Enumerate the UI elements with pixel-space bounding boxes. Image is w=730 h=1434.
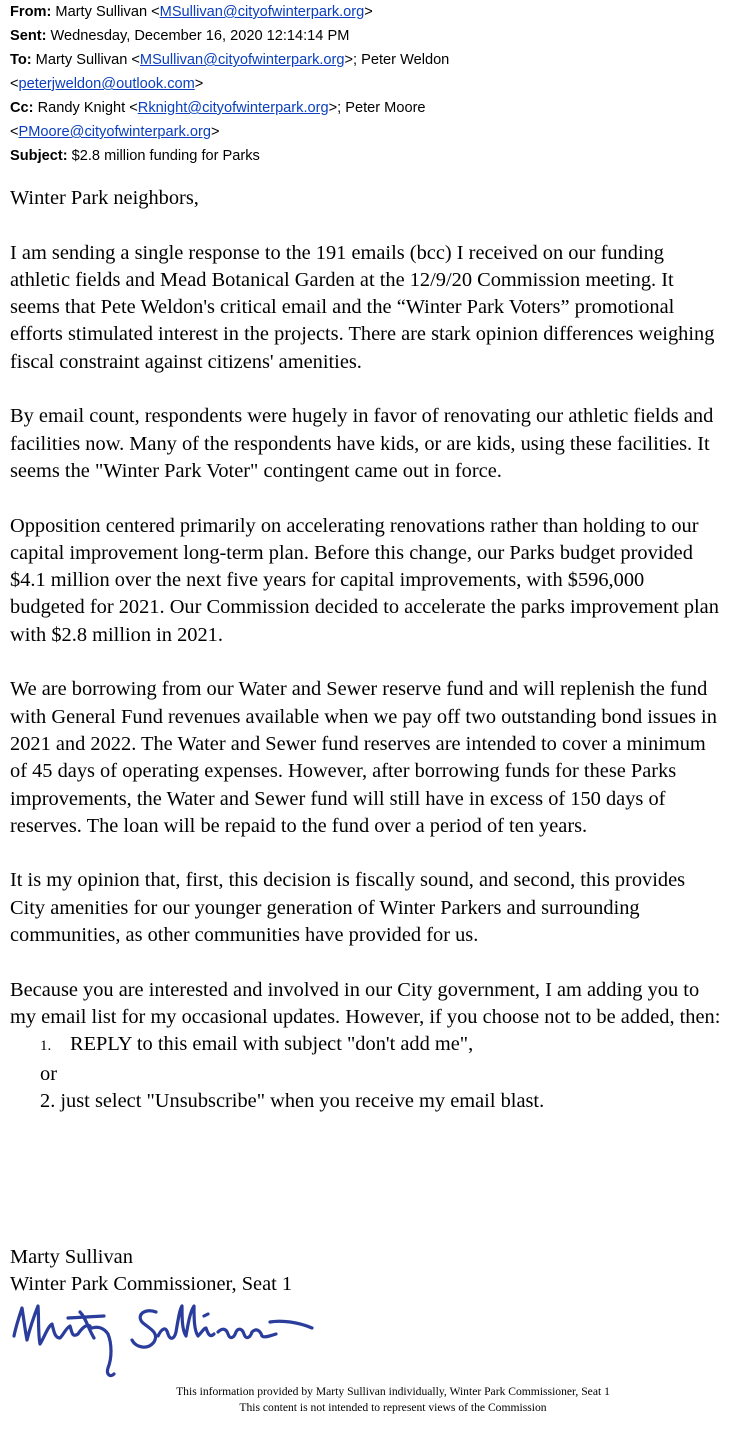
signer-name: Marty Sullivan [10,1246,133,1268]
handwritten-signature [8,1298,320,1386]
from-line [10,0,725,24]
paragraph-3: Opposition centered primarily on accelerating renovations rather than holding to our capital improvement long-term plan. Before this change, our Parks budget provided $4.1 million over the next five years for capital improvements, with $596,000 budgeted for 2021. Our Commission decided to accelerate the parks improvement plan with $2.8 million in 2021. [10,514,719,646]
paragraph-6: Because you are interested and involved in our City government, I am adding you to my email list for my occasional updates. However, if you choose not to be added, then: [10,978,721,1028]
list-or: or [40,1062,57,1085]
cc-line-cont [10,120,725,144]
sent-label: Sent: [10,28,47,44]
from-email-link[interactable]: MSullivan@cityofwinterpark.org [159,4,365,20]
from-label: From: [10,4,52,20]
paragraph-5: It is my opinion that, first, this decision is fiscally sound, and second, this provides City amenities for our younger generation of Winter Parkers and surrounding communities, as other communities have provided for us. [10,869,686,947]
greeting: Winter Park neighbors, [10,187,199,209]
paragraph-1: I am sending a single response to the 191 emails (bcc) I received on our funding athletic fields and Mead Botanical Garden at the 12/9/20 Commission meeting. It seems that Pete Weldon's critical email and the “Winter Park Voters” promotional efforts stimulated interest in the projects. There are stark opinion differences weighing fiscal constraint against citizens' amenities. [10,241,715,373]
cc-open-2: < [10,124,19,140]
footer-line-2: This content is not intended to represent views of the Commission [239,1400,547,1414]
cc-email-link-1[interactable]: Rknight@cityofwinterpark.org [137,100,329,116]
cc-label: Cc: [10,100,34,116]
opt-out-list [10,1031,722,1115]
from-name: Marty Sullivan < [55,4,160,20]
to-separator: >; Peter Weldon [344,52,450,68]
list-item-1 [10,1031,722,1060]
signer-title: Winter Park Commissioner, Seat 1 [10,1273,293,1296]
cc-email-link-2[interactable]: PMoore@cityofwinterpark.org [18,124,211,140]
subject-line [10,144,725,168]
footer-line-1: This information provided by Marty Sullivan individually, Winter Park Commissioner, Seat 1 [176,1385,610,1398]
footer-disclaimer [0,1384,730,1415]
to-line-cont [10,72,725,96]
cc-line [10,96,725,120]
email-body [10,185,722,1115]
email-header [10,0,725,168]
cc-close-2: > [210,124,220,140]
signature-block [10,1244,292,1299]
paragraph-2: By email count, respondents were hugely in favor of renovating our athletic fields and facilities now. Many of the respondents have kids, or are kids, using these facilities. It seems the "Winter Park Voter" contingent came out in force. [10,405,714,482]
subject-label: Subject: [10,148,68,164]
to-line [10,48,725,72]
list-item-1-number: 1. [40,1038,52,1055]
to-open-2: < [10,76,19,92]
to-email-link-2[interactable]: peterjweldon@outlook.com [18,76,195,92]
paragraph-4: We are borrowing from our Water and Sewer reserve fund and will replenish the fund with General Fund revenues available when we pay off two outstanding bond issues in 2021 and 2022. The Water and Sewer fund reserves are intended to cover a minimum of 45 days of operating expenses. However, after borrowing funds for these Parks improvements, the Water and Sewer fund will still have in excess of 150 days of reserves. The loan will be repaid to the fund over a period of ten years. [10,678,717,837]
list-item-2: 2. just select "Unsubscribe" when you receive my email blast. [40,1089,545,1112]
subject-value: $2.8 million funding for Parks [71,148,260,164]
cc-name-1: Randy Knight < [37,100,138,116]
list-item-1-text: REPLY to this email with subject "don't add me", [70,1033,474,1056]
to-name-1: Marty Sullivan < [35,52,140,68]
to-email-link-1[interactable]: MSullivan@cityofwinterpark.org [139,52,345,68]
to-close-2: > [194,76,204,92]
cc-separator: >; Peter Moore [328,100,426,116]
to-label: To: [10,52,32,68]
sent-value: Wednesday, December 16, 2020 12:14:14 PM [50,28,350,44]
sent-line [10,24,725,48]
from-close: > [364,4,373,20]
